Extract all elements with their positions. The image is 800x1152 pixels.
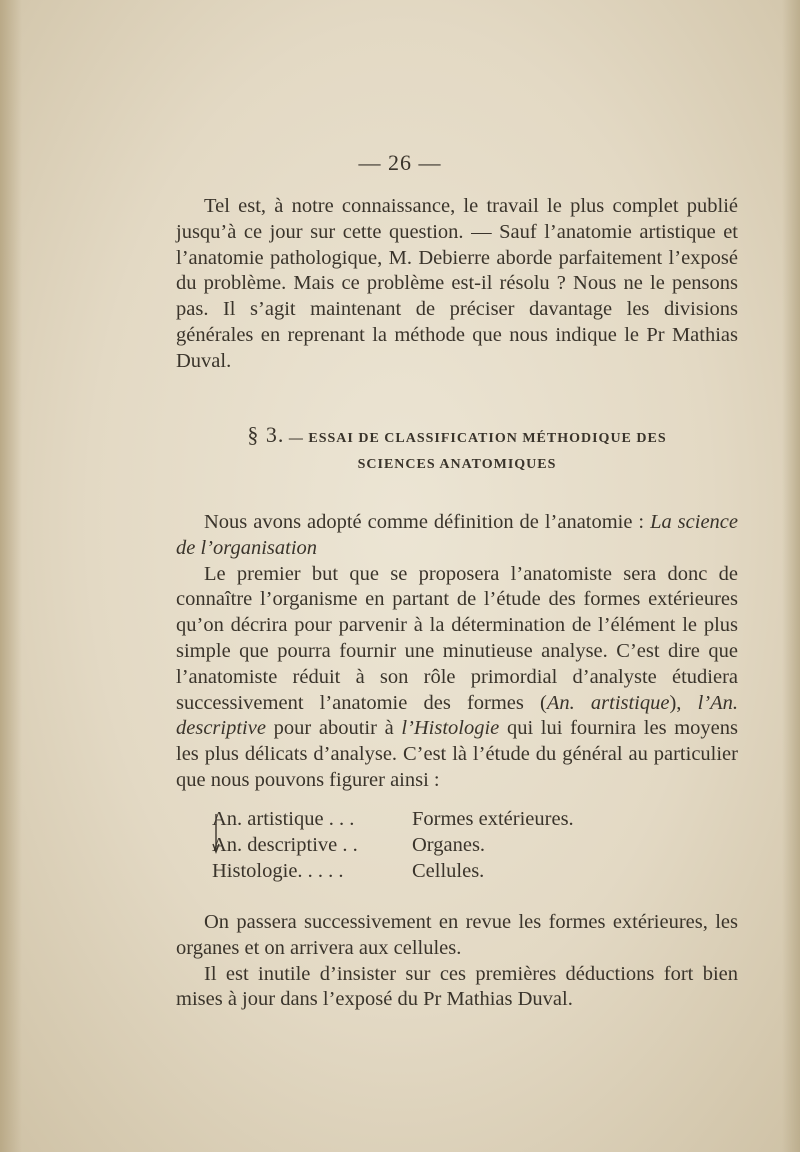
table-row — [212, 832, 574, 858]
table-row — [212, 806, 574, 832]
body-text-3: pour aboutir à — [265, 717, 402, 740]
body-text-2: ), — [669, 691, 698, 714]
paragraph-definition — [176, 510, 738, 794]
body-italic-2: l’An. descriptive — [176, 691, 739, 740]
body-italic-3: l’Histologie — [401, 717, 500, 740]
paragraph-4-text: Il est inutile d’insister sur ces premières déductions fort bien mises à jour dans l’exposé du Pr Mathias Duval. — [176, 962, 738, 1011]
body-italic-1: An. artistique — [546, 691, 670, 714]
page-number: — 26 — — [358, 150, 442, 175]
table-cell-left: An. descriptive . . — [212, 834, 358, 856]
definition-italic: La science de l’organisation — [176, 511, 738, 559]
paragraph-3-text: On passera successivement en revue les formes extérieures, les organes et on arrivera aux cellules. — [176, 911, 738, 959]
table-cell-right: Organes. — [412, 834, 486, 856]
section-symbol: § 3. — [247, 422, 285, 447]
table-row — [212, 858, 574, 884]
body-text-4: qui lui fournira les moyens les plus délicats d’analyse. C’est là l’étude du général au particulier que nous pouvons figurer ainsi : — [176, 717, 738, 791]
table-cell-left: Histologie. . . . . — [212, 860, 344, 882]
body-text-1: Le premier but que se proposera l’anatomiste sera donc de connaître l’organisme en partant de l’étude des formes extérieures qu’on décrira pour parvenir à la détermination de l’élément le plus simple que pourra fournir une minutieuse analyse. C’est dire que l’anatomiste réduit à son rôle primordial d’analyste étudiera successivement l’anatomie des formes ( — [176, 562, 738, 714]
table-cell-left: An. artistique . . . — [212, 808, 355, 830]
paragraph-1-text: Tel est, à notre connaissance, le travail le plus complet publié jusqu’à ce jour sur cette question. — Sauf l’anatomie artistique et l’anatomie pathologique, M. Debierre aborde parfaitement l’exposé du problème. Mais ce problème est-il résolu ? Nous ne le pensons pas. Il s’agit maintenant de préciser davantage les divisions générales en reprenant la méthode que nous indique le Pr Mathias Duval. — [176, 195, 738, 372]
table-cell-right: Cellules. — [412, 860, 485, 882]
classification-table — [212, 806, 574, 884]
table-cell-right: Formes extérieures. — [412, 808, 574, 830]
paragraph-conclusion — [176, 910, 738, 1013]
paragraph-2-body — [176, 562, 738, 794]
definition-line — [176, 510, 738, 562]
paragraph-intro — [176, 194, 738, 375]
section-heading — [176, 422, 738, 478]
section-title-line1: — ESSAI DE CLASSIFICATION MÉTHODIQUE DES — [288, 431, 667, 446]
section-title-line2: SCIENCES ANATOMIQUES — [357, 457, 557, 472]
definition-intro: Nous avons adopté comme définition de l’anatomie : — [204, 511, 651, 533]
